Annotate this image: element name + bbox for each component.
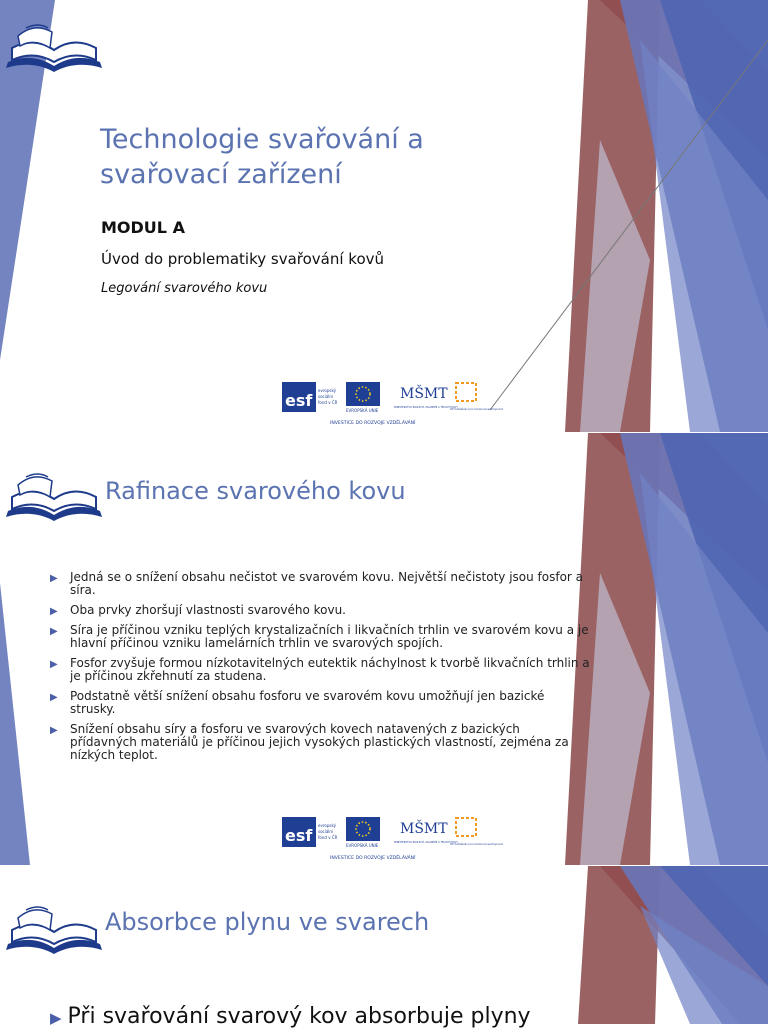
- list-item: ▶ Oba prvky zhoršují vlastnosti svarového kovu.: [50, 603, 346, 617]
- slide-title-heading: Technologie svařování a svařovací zařízení: [100, 124, 424, 190]
- esf-label-3: fond v ČR: [318, 400, 338, 405]
- list-item: ▶ Jedná se o snížení obsahu nečistot ve svarovém kovu. Největší nečistoty jsou fosfor a síra.: [50, 570, 584, 597]
- module-label: MODUL A: [101, 218, 185, 237]
- esf-label-3: fond v ČR: [318, 835, 338, 840]
- esf-label-2: sociální: [318, 394, 334, 399]
- list-item: ▶ Síra je příčinou vzniku teplých krystalizačních i likvačních trhlin ve svarovém kovu a je hlavní příčinou vzniku lamelárních trhlin ve svarových spojích.: [50, 623, 589, 650]
- svg-text:esf: esf: [285, 826, 313, 845]
- list-item: ▶ Při svařování svarový kov absorbuje plyny: [50, 1004, 531, 1029]
- open-book-icon: [4, 904, 104, 956]
- esf-label-2: sociální: [318, 829, 334, 834]
- open-book-icon: [4, 22, 104, 74]
- list-item: ▶ Fosfor zvyšuje formou nízkotavitelných eutektik náchylnost k tvorbě likvačních trhlin a je příčinou zkřehnutí za studena.: [50, 656, 590, 683]
- list-item: ▶ Podstatně větší snížení obsahu fosforu ve svarovém kovu umožňují jen bazické strusky.: [50, 689, 545, 716]
- triangle-bullet-icon: ▶: [50, 626, 58, 637]
- esf-label-1: evropský: [318, 823, 336, 828]
- slide-rafinace: [0, 433, 768, 865]
- eu-label: EVROPSKÁ UNIE: [346, 843, 379, 848]
- triangle-bullet-icon: ▶: [50, 692, 58, 703]
- slide-subtitle: Úvod do problematiky svařování kovů: [101, 250, 385, 268]
- open-book-icon: [4, 471, 104, 523]
- svg-text:esf: esf: [285, 391, 313, 410]
- slide-heading: Rafinace svarového kovu: [105, 477, 406, 505]
- list-item: ▶ Snížení obsahu síry a fosforu ve svarových kovech natavených z bazických přídavných materiálů je příčinou jejich vysokých plastických vlastností, zejména za nízkých teplot.: [50, 722, 569, 762]
- bullet-list: [50, 571, 590, 769]
- op-label: OP Vzdělávání pro konkurenceschopnost: [450, 408, 503, 411]
- funding-logos: [282, 815, 503, 865]
- slide-subtitle-italic: Legování svarového kovu: [101, 281, 268, 296]
- triangle-bullet-icon: ▶: [50, 606, 58, 617]
- slide-decoration: [0, 0, 768, 432]
- funding-logos: [282, 380, 503, 430]
- triangle-bullet-icon: ▶: [50, 573, 58, 584]
- eu-label: EVROPSKÁ UNIE: [346, 408, 379, 413]
- triangle-bullet-icon: ▶: [50, 725, 58, 736]
- slide-absorbce: [0, 866, 768, 1029]
- msmt-label: MINISTERSTVO ŠKOLSTVÍ, MLÁDEŽE A TĚLOVÝCHOVY: [394, 406, 458, 409]
- esf-label-1: evropský: [318, 388, 336, 393]
- svg-text:MŠMT: MŠMT: [400, 821, 448, 837]
- msmt-label: MINISTERSTVO ŠKOLSTVÍ, MLÁDEŽE A TĚLOVÝCHOVY: [394, 841, 458, 844]
- logos-footer: INVESTICE DO ROZVOJE VZDĚLÁVÁNÍ: [330, 421, 416, 426]
- op-label: OP Vzdělávání pro konkurenceschopnost: [450, 843, 503, 846]
- slide-heading: Absorbce plynu ve svarech: [105, 908, 430, 936]
- slide-title: [0, 0, 768, 432]
- logos-footer: INVESTICE DO ROZVOJE VZDĚLÁVÁNÍ: [330, 856, 416, 861]
- triangle-bullet-icon: ▶: [50, 1009, 62, 1027]
- slide-decoration: [0, 866, 768, 1024]
- triangle-bullet-icon: ▶: [50, 659, 58, 670]
- svg-text:MŠMT: MŠMT: [400, 386, 448, 402]
